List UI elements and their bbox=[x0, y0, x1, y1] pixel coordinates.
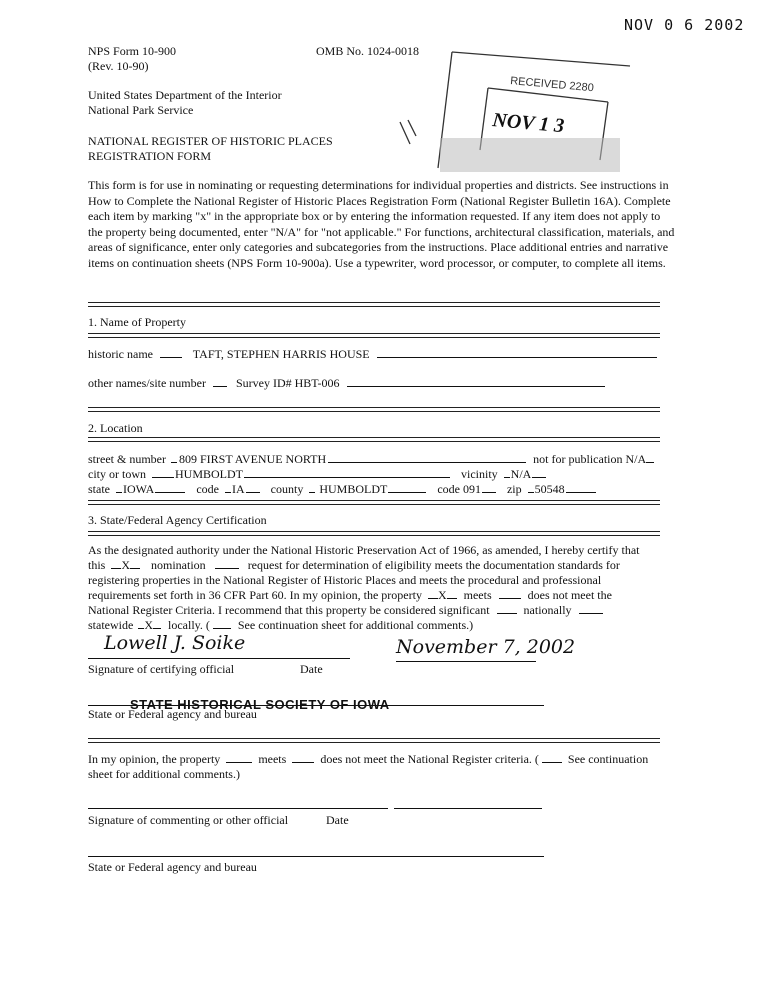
received-stamp bbox=[380, 40, 660, 190]
county-code-value: 091 bbox=[462, 482, 481, 496]
handwritten-date: November 7, 2002 bbox=[396, 636, 576, 658]
street-label: street & number bbox=[88, 452, 166, 466]
zip-label: zip bbox=[506, 482, 522, 496]
code-value: IA bbox=[231, 482, 245, 496]
divider bbox=[88, 531, 660, 536]
certifying-signature-label: Signature of certifying official bbox=[88, 662, 235, 676]
city-value: HUMBOLDT bbox=[175, 467, 243, 481]
nomination-mark: X bbox=[121, 558, 131, 572]
section-1-heading: 1. Name of Property bbox=[88, 315, 186, 329]
historic-name-value: TAFT, STEPHEN HARRIS HOUSE bbox=[192, 347, 370, 361]
commenting-signature-label: Signature of commenting or other official bbox=[88, 813, 289, 827]
top-date-stamp: NOV 0 6 2002 bbox=[624, 16, 745, 34]
section-2-heading: 2. Location bbox=[88, 421, 143, 435]
omb-number: OMB No. 1024-0018 bbox=[316, 44, 420, 58]
cert-line-2: this X nomination request for determination of eligibility meets the documentation standards for bbox=[88, 558, 620, 572]
cert-line-5: National Register Criteria. I recommend that this property be considered significant nationally bbox=[88, 603, 603, 617]
historic-name-label: historic name bbox=[88, 347, 153, 361]
divider bbox=[88, 738, 660, 743]
divider bbox=[88, 407, 660, 412]
county-label: county bbox=[270, 482, 304, 496]
other-names-label: other names/site number bbox=[88, 376, 206, 390]
cert-line-6: statewide X locally. ( See continuation sheet for additional comments.) bbox=[88, 618, 474, 632]
opinion-line-1: In my opinion, the property meets does not meet the National Register criteria. ( See continuation bbox=[88, 752, 649, 766]
opinion-line-2: sheet for additional comments.) bbox=[88, 767, 240, 781]
commenting-date-label: Date bbox=[326, 813, 349, 827]
department-name: United States Department of the Interior bbox=[88, 88, 282, 102]
city-label: city or town bbox=[88, 467, 146, 481]
certifying-agency-label: State or Federal agency and bureau bbox=[88, 707, 257, 721]
street-value: 809 FIRST AVENUE NORTH bbox=[178, 452, 327, 466]
form-title-1: NATIONAL REGISTER OF HISTORIC PLACES bbox=[88, 134, 333, 148]
divider bbox=[88, 500, 660, 505]
state-label: state bbox=[88, 482, 110, 496]
not-for-publication-label: not for publication bbox=[533, 452, 623, 466]
form-number: NPS Form 10-900 bbox=[88, 44, 177, 58]
other-names-row bbox=[88, 376, 605, 390]
received-stamp-label: RECEIVED 2280 bbox=[509, 75, 595, 95]
cert-line-3: registering properties in the National Register of Historic Places and meets the procedural and professional bbox=[88, 573, 602, 587]
date-line bbox=[396, 661, 536, 662]
state-row bbox=[88, 482, 596, 496]
divider bbox=[88, 302, 660, 307]
locally-mark: X bbox=[144, 618, 153, 632]
county-value: HUMBOLDT bbox=[319, 482, 388, 496]
received-stamp-date: NOV 1 3 bbox=[491, 109, 566, 138]
intro-paragraph: This form is for use in nominating or requesting determinations for individual properties and districts. See instructions in How to Complete the National Register of Historic Places Registration Form (National Register Bulletin 16A). Complete each item by marking "x" in the appropriate box or by entering the information requested. If any item does not apply to the property being documented, enter "N/A" for "not applicable." For functions, architectural classification, materials, and areas of significance, enter only categories and subcategories from the instructions. Place additional entries and narrative items on continuation sheets (NPS Form 10-900a). Use a typewriter, word processor, or computer, to complete all items. bbox=[88, 178, 675, 270]
cert-line-1: As the designated authority under the National Historic Preservation Act of 1966, as amended, I hereby certify that bbox=[88, 543, 640, 557]
comment-signature-line bbox=[88, 808, 388, 809]
handwritten-signature: Lowell J. Soike bbox=[104, 632, 246, 654]
cert-line-4: requirements set forth in 36 CFR Part 60. In my opinion, the property X meets does not meet the bbox=[88, 588, 612, 602]
form-title-2: REGISTRATION FORM bbox=[88, 149, 212, 163]
street-row bbox=[88, 452, 654, 466]
form-revision: (Rev. 10-90) bbox=[88, 59, 149, 73]
code-label: code bbox=[196, 482, 219, 496]
commenting-agency-label: State or Federal agency and bureau bbox=[88, 860, 257, 874]
agency-stamp: STATE HISTORICAL SOCIETY OF IOWA bbox=[130, 697, 390, 712]
historic-name-row bbox=[88, 347, 657, 361]
not-for-publication-value: N/A bbox=[625, 452, 647, 466]
divider bbox=[88, 333, 660, 338]
comment-agency-line bbox=[88, 856, 544, 857]
county-code-label: code bbox=[437, 482, 460, 496]
signature-line bbox=[88, 658, 350, 659]
certifying-date-label: Date bbox=[300, 662, 323, 676]
comment-date-line bbox=[394, 808, 542, 809]
divider bbox=[88, 437, 660, 442]
vicinity-value: N/A bbox=[510, 467, 532, 481]
other-names-value: Survey ID# HBT-006 bbox=[235, 376, 340, 390]
vicinity-label: vicinity bbox=[461, 467, 498, 481]
meets-mark: X bbox=[437, 588, 447, 602]
city-row bbox=[88, 467, 546, 481]
section-3-heading: 3. State/Federal Agency Certification bbox=[88, 513, 267, 527]
zip-value: 50548 bbox=[534, 482, 565, 496]
state-value: IOWA bbox=[123, 482, 155, 496]
service-name: National Park Service bbox=[88, 103, 194, 117]
agency-line bbox=[88, 705, 544, 706]
